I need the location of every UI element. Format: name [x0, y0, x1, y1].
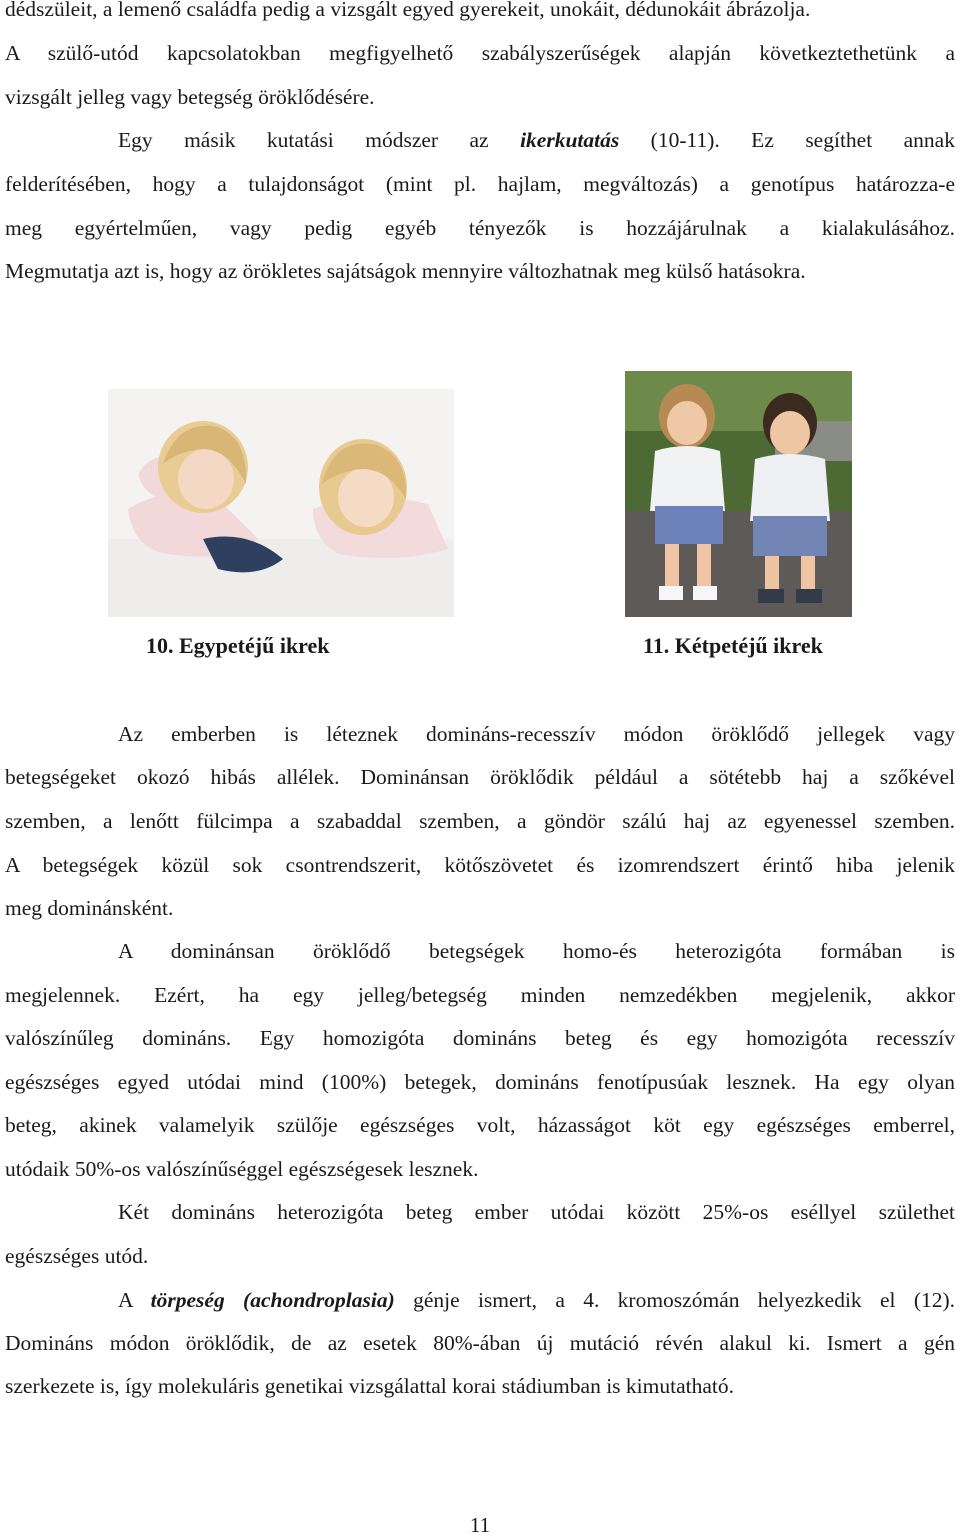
emphasis-torpeseg: törpeség (achondroplasia) — [150, 1288, 395, 1312]
figure-caption-identical-twins: 10. Egypetéjű ikrek — [146, 633, 330, 658]
emphasis-ikerkutatas: ikerkutatás — [520, 128, 620, 152]
text-line: A betegségek közül sok csontrendszerit, kötőszövetet és izomrendszert érintő hiba jelenik — [5, 853, 955, 877]
text-line: meg egyértelműen, vagy pedig egyéb tényezők is hozzájárulnak a kialakulásához. — [5, 216, 955, 240]
text-line: Megmutatja azt is, hogy az örökletes sajátságok mennyire változhatnak meg külső hatásokra. — [5, 259, 806, 283]
text-line: A szülő-utód kapcsolatokban megfigyelhető szabályszerűségek alapján következtethetünk a — [5, 41, 955, 65]
text-line: Egy másik kutatási módszer az ikerkutatás (10-11). Ez segíthet annak — [118, 128, 955, 152]
text-line: szemben, a lenőtt fülcimpa a szabaddal szemben, a göndör szálú haj az egyenessel szemben. — [5, 809, 955, 833]
text-line: beteg, akinek valamelyik szülője egészséges volt, házasságot köt egy egészséges emberrel, — [5, 1113, 955, 1137]
text-line: felderítésében, hogy a tulajdonságot (mint pl. hajlam, megváltozás) a genotípus határozza-e — [5, 172, 955, 196]
page-number: 11 — [469, 1513, 491, 1537]
text-line: A törpeség (achondroplasia) génje ismert, a 4. kromoszómán helyezkedik el (12). — [118, 1288, 956, 1312]
text-line: A dominánsan öröklődő betegségek homo-és heterozigóta formában is — [118, 939, 955, 963]
text-line: egészséges utód. — [5, 1244, 149, 1268]
text-line: meg dominánsként. — [5, 896, 174, 920]
text-line: Domináns módon öröklődik, de az esetek 80%-ában új mutáció révén alakul ki. Ismert a gén — [5, 1331, 955, 1355]
photo-fraternal-twins — [625, 371, 852, 617]
text-line: szerkezete is, így molekuláris genetikai vizsgálattal korai stádiumban is kimutatható. — [5, 1374, 734, 1398]
text-line: valószínűleg domináns. Egy homozigóta domináns beteg és egy homozigóta recesszív — [5, 1026, 955, 1050]
figure-caption-fraternal-twins: 11. Kétpetéjű ikrek — [643, 633, 823, 658]
text-line: vizsgált jelleg vagy betegség öröklődésére. — [5, 85, 375, 109]
photo-identical-twins — [108, 389, 454, 617]
text-line: egészséges egyed utódai mind (100%) betegek, domináns fenotípusúak lesznek. Ha egy olyan — [5, 1070, 955, 1094]
text-line: utódaik 50%-os valószínűséggel egészségesek lesznek. — [5, 1157, 479, 1181]
text-line: dédszüleit, a lemenő családfa pedig a vizsgált egyed gyerekeit, unokáit, dédunokáit ábrázolja. — [5, 0, 811, 21]
text-line: Az emberben is léteznek domináns-recesszív módon öröklődő jellegek vagy — [118, 722, 955, 746]
text-line: megjelennek. Ezért, ha egy jelleg/betegség minden nemzedékben megjelenik, akkor — [5, 983, 955, 1007]
text-line: betegségeket okozó hibás allélek. Dominánsan öröklődik például a sötétebb haj a szőkével — [5, 765, 955, 789]
text-line: Két domináns heterozigóta beteg ember utódai között 25%-os eséllyel születhet — [118, 1200, 955, 1224]
